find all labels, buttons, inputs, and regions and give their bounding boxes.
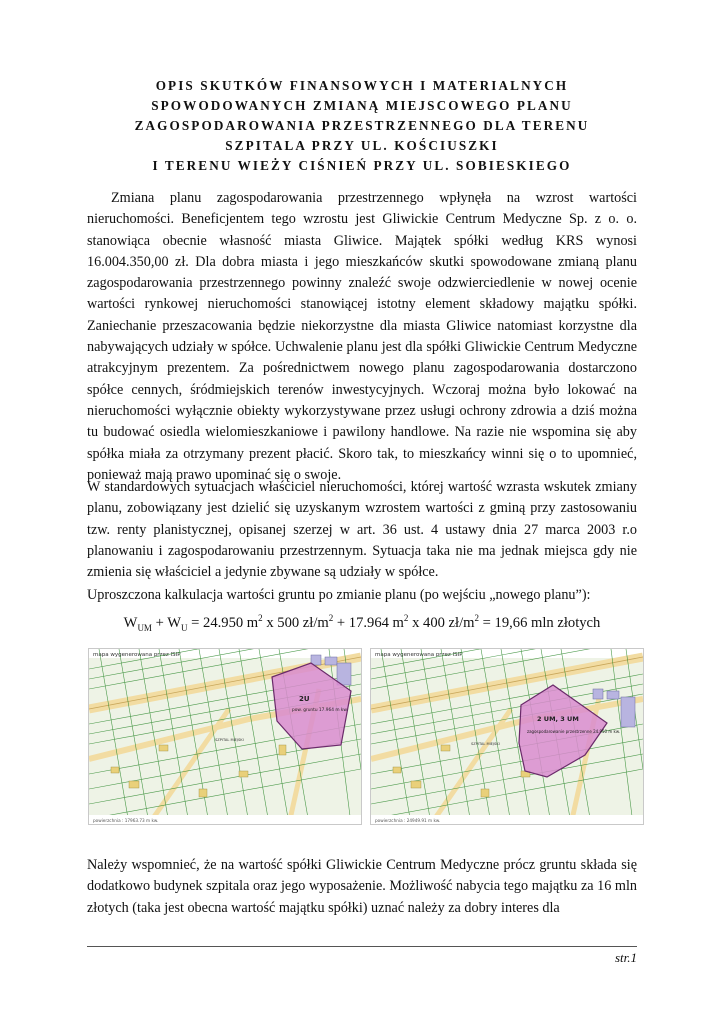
zone-area-label: zagospodarowanie przestrzenne 24.950 m kw. — [527, 729, 621, 734]
title-line: OPIS SKUTKÓW FINANSOWYCH I MATERIALNYCH — [155, 78, 569, 93]
map-new-plan — [370, 648, 644, 825]
svg-text:powierzchnia : 24949.91 m kw.: powierzchnia : 24949.91 m kw. — [375, 818, 441, 823]
title-line: ZAGOSPODAROWANIA PRZESTRZENNEGO DLA TERENU — [134, 118, 590, 133]
title-line: I TERENU WIEŻY CIŚNIEŃ PRZY UL. SOBIESKIEGO — [152, 158, 572, 173]
value-formula: $W_{UM} + W_U = 24.950$ $m^2$ x 500 $zł/m^2 + 17.964$ $m^2$ x 400 $zł/m^2 = 19,66$ mln złotych — [123, 613, 601, 633]
svg-text:SZPITAL MIEJSKI: SZPITAL MIEJSKI — [471, 742, 500, 746]
page-number: str.1 — [614, 950, 637, 965]
zone-label: 2 UM, 3 UM — [537, 715, 579, 723]
paragraph-planning-rent: W standardowych sytuacjach właściciel nieruchomości, której wartość wzrasta wskutek zmiany planu, zobowiązany jest dzielić się uzyskanym wzrostem wartości z gminą przy zastosowaniu tzw. renty planistycznej, opisanej szerzej w art. 36 ust. 4 ustawy dnia 27 marca 2003 r.o planowaniu i zagospodarowaniu przestrzennym. Sytuacja taka nie ma jednak miejsca gdy nie zmienia się właściciel a jedynie zbywane są udziały w spółce. — [87, 479, 637, 581]
svg-text:mapa wygenerowana przez ISIP: mapa wygenerowana przez ISIP — [93, 652, 181, 658]
document-title — [60, 76, 664, 176]
svg-text:powierzchnia : 17963.73 m kw.: powierzchnia : 17963.73 m kw. — [93, 818, 159, 823]
map-image — [371, 649, 643, 824]
zone-area-label: pow. gruntu 17.964 m kw. — [292, 708, 348, 713]
paragraph-hospital-assets: Należy wspomnieć, że na wartość spółki Gliwickie Centrum Medyczne prócz gruntu składa się dodatkowo budynek szpitala oraz jego wyposażenie. Możliwość nabycia tego majątku za 16 mln złotych (taka jest obecna wartość majątku spółki) uznać należy za dobry interes dla — [87, 857, 637, 916]
footer-divider — [87, 946, 637, 947]
map-image — [89, 649, 361, 824]
title-line: SZPITALA PRZY UL. KOŚCIUSZKI — [225, 138, 499, 153]
paragraph-intro: Zmiana planu zagospodarowania przestrzennego wpłynęła na wzrost wartości nieruchomości. Beneficjentem tego wzrostu jest Gliwickie Centrum Medyczne Sp. z o. o. stanowiąca obecnie własność miasta Gliwice. Majątek spółki według KRS wynosi 16.004.350,00 zł. Dla dobra miasta i jego mieszkańców skutki spowodowane zmianą planu zagospodarowania przestrzennego powinny znaleźć swoje odzwierciedlenie w nowej ocenie wartości rynkowej nieruchomości stanowiącej istotny element składowy majątku spółki. Zaniechanie przeszacowania będzie niekorzystne dla miasta Gliwice natomiast korzystne dla nabywających udziały w spółce. Uchwalenie planu jest dla spółki Gliwickie Centrum Medyczne atrakcyjnym prezentem. Za pośrednictwem nowego planu zagospodarowania dostarczono spółce cennych, śródmiejskich terenów inwestycyjnych. Wczoraj można było lokować na nieruchomości wyłącznie obiekty wykorzystywane przez usługi ochrony zdrowia a dziś można tu budować osiedla wielomieszkaniowe i pawilony handlowe. Na razie nie wspomina się aby spółka miała za otrzymany prezent płacić. Skoro tak, to mieszkańcy winni się o to upomnieć, ponieważ mają prawo upominać się o swoje. — [87, 190, 637, 483]
title-line: SPOWODOWANYCH ZMIANĄ MIEJSCOWEGO PLANU — [151, 98, 573, 113]
map-old-plan — [88, 648, 362, 825]
svg-text:SZPITAL MIEJSKI: SZPITAL MIEJSKI — [215, 738, 244, 742]
svg-text:mapa wygenerowana przez ISIP: mapa wygenerowana przez ISIP — [375, 652, 463, 658]
paragraph-calculation-intro: Uproszczona kalkulacja wartości gruntu po zmianie planu (po wejściu „nowego planu”): — [87, 587, 591, 603]
zone-label: 2U — [299, 695, 310, 703]
